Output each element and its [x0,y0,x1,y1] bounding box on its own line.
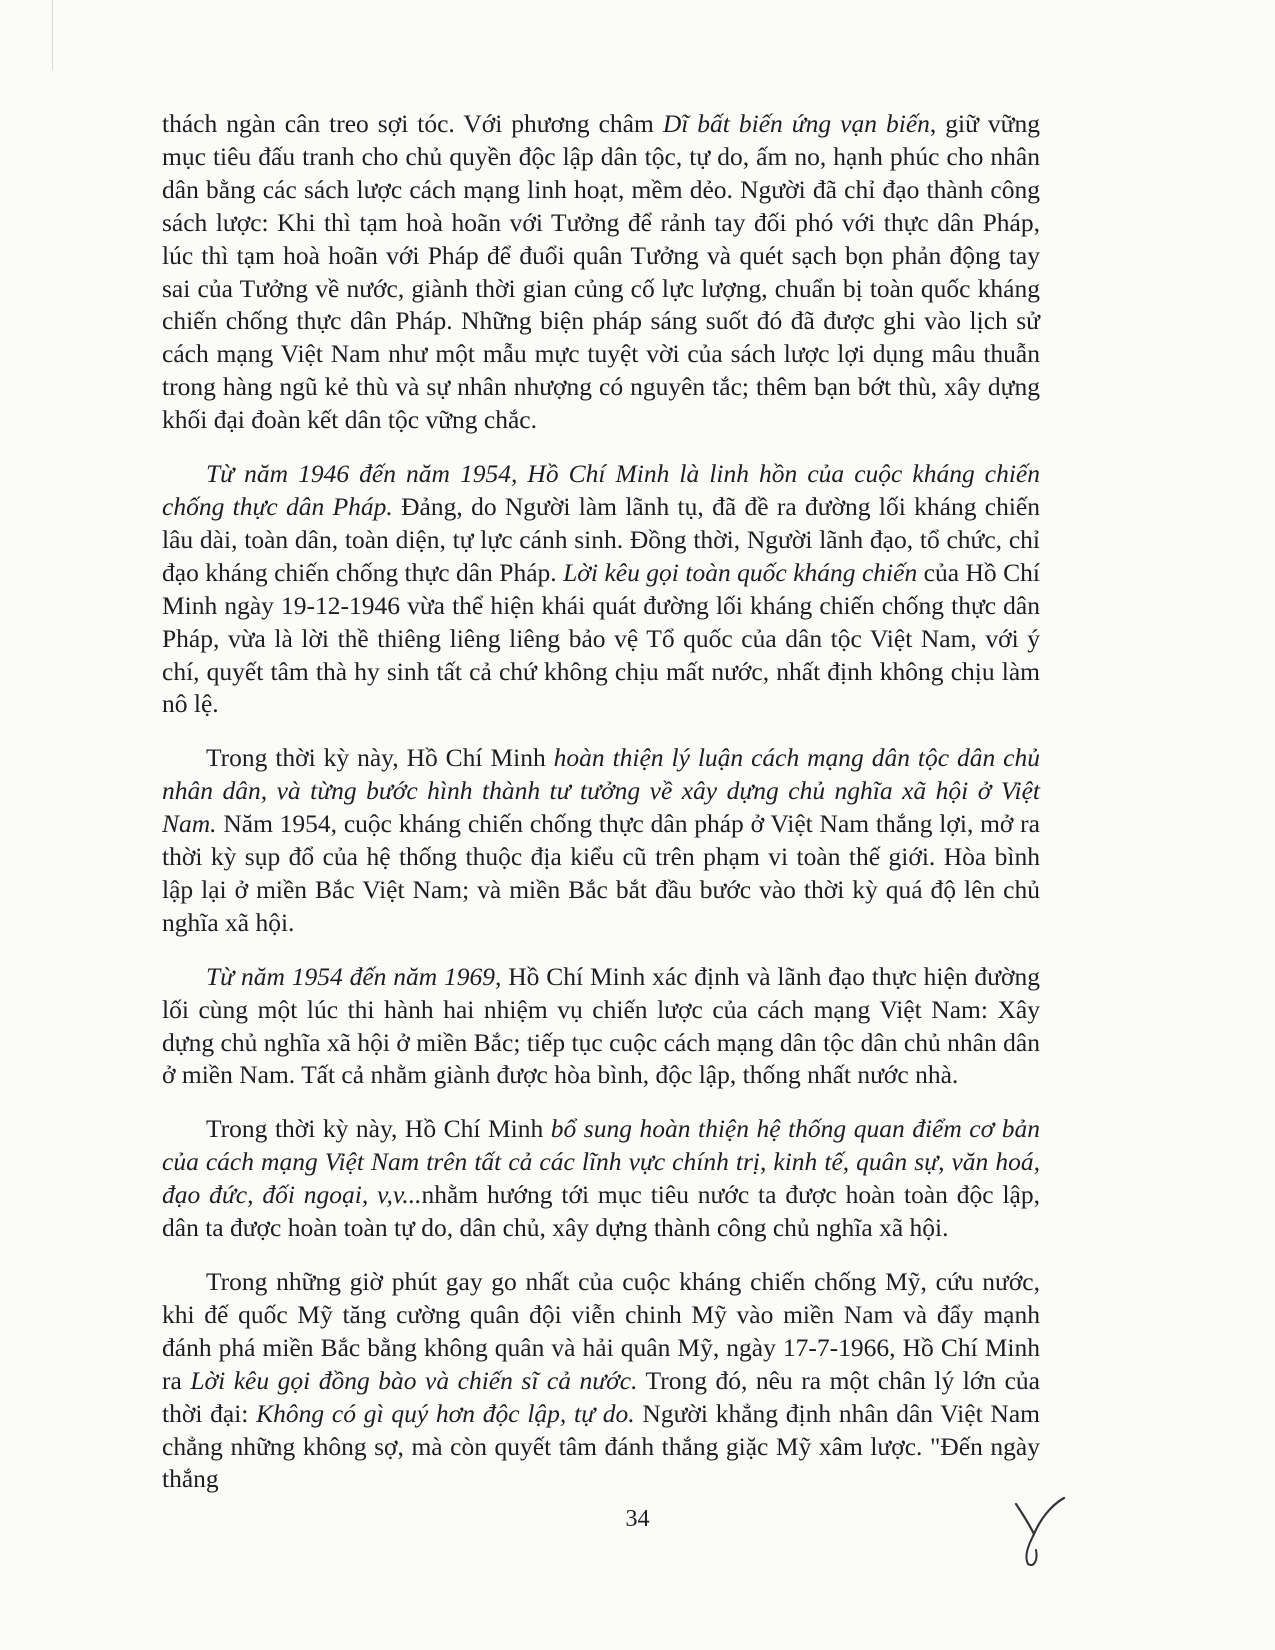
italic-text-segment: Từ năm 1954 đến năm 1969, [206,961,502,991]
paragraph [162,1113,1040,1245]
body-text [162,108,1040,1496]
text-segment: nhằm hướng tới mục tiêu nước ta được hoàn toàn độc lập, dân ta được hoàn toàn tự do, dân chủ, xây dựng thành công chủ nghĩa xã hội. [162,1180,1040,1243]
italic-text-segment: Không có gì quý hơn độc lập, tự do. [256,1398,635,1428]
paragraph [162,1266,1040,1496]
scan-edge-line [52,0,53,70]
text-segment: Trong đó, nêu ra một chân lý lớn của thời đại: [162,1365,1041,1428]
text-segment: , giữ vững mục tiêu đấu tranh cho chủ quyền độc lập dân tộc, tự do, ấm no, hạnh phúc cho nhân dân bằng các sách lược cách mạng linh hoạt, mềm dẻo. Người đã chỉ đạo thành công sách lược: Khi thì tạm hoà hoãn với Tưởng để rảnh tay đối phó với thực dân Pháp, lúc thì tạm hoà hoãn với Pháp để đuổi quân Tưởng và quét sạch bọn phản động tay sai của Tưởng về nước, giành thời gian củng cố lực lượng, chuẩn bị toàn quốc kháng chiến chống thực dân Pháp. Những biện pháp sáng suốt đó đã được ghi vào lịch sử cách mạng Việt Nam như một mẫu mực tuyệt vời của sách lược lợi dụng mâu thuẫn trong hàng ngũ kẻ thù và sự nhân nhượng có nguyên tắc; thêm bạn bớt thù, xây dựng khối đại đoàn kết dân tộc vững chắc. [162,109,1040,435]
text-segment: của Hồ Chí Minh ngày 19-12-1946 vừa thể hiện khái quát đường lối kháng chiến chống thực dân Pháp, vừa là lời thề thiêng liêng liêng bảo vệ Tổ quốc của dân tộc Việt Nam, với ý chí, quyết tâm thà hy sinh tất cả chứ không chịu mất nước, nhất định không chịu làm nô lệ. [162,557,1040,719]
italic-text-segment: Từ năm 1946 đến năm 1954, Hồ Chí Minh là linh hồn của cuộc kháng chiến chống thực dân Pháp. [162,459,1040,521]
text-segment: Đảng, do Người làm lãnh tụ, đã đề ra đường lối kháng chiến lâu dài, toàn dân, toàn diện, tự lực cánh sinh. Đồng thời, Người lãnh đạo, tổ chức, chỉ đạo kháng chiến chống thực dân Pháp. [162,491,1040,587]
text-segment: Trong những giờ phút gay go nhất của cuộc kháng chiến chống Mỹ, cứu nước, khi đế quốc Mỹ tăng cường quân đội viễn chinh Mỹ vào miền Nam và đẩy mạnh đánh phá miền Bắc bằng không quân và hải quân Mỹ, ngày 17-7-1966, Hồ Chí Minh ra [162,1267,1040,1395]
text-segment: Trong thời kỳ này, Hồ Chí Minh [206,743,554,773]
paragraph [162,961,1040,1093]
text-segment: Hồ Chí Minh xác định và lãnh đạo thực hiện đường lối cùng một lúc thi hành hai nhiệm vụ chiến lược của cách mạng Việt Nam: Xây dựng chủ nghĩa xã hội ở miền Bắc; tiếp tục cuộc cách mạng dân tộc dân chủ nhân dân ở miền Nam. Tất cả nhằm giành được hòa bình, độc lập, thống nhất nước nhà. [162,961,1040,1090]
italic-text-segment: Dĩ bất biến ứng vạn biến [662,109,930,138]
italic-text-segment: bổ sung hoàn thiện hệ thống quan điểm cơ bản của cách mạng Việt Nam trên tất cả các lĩnh vực chính trị, kinh tế, quân sự, văn hoá, đạo đức, đối ngoại, v,v... [162,1114,1040,1210]
page-number: 34 [625,1506,650,1532]
paragraph [162,108,1040,437]
italic-text-segment: hoàn thiện lý luận cách mạng dân tộc dân chủ nhân dân, và từng bước hình thành tư tưởng về xây dựng chủ nghĩa xã hội ở Việt Nam. [162,743,1040,839]
italic-text-segment: Lời kêu gọi toàn quốc kháng chiến [563,557,918,587]
text-segment: Trong thời kỳ này, Hồ Chí Minh [206,1114,551,1144]
italic-text-segment: Lời kêu gọi đồng bào và chiến sĩ cả nước. [190,1365,638,1395]
text-segment: thách ngàn cân treo sợi tóc. Với phương châm [162,109,663,138]
text-segment: Người khẳng định nhân dân Việt Nam chẳng những không sợ, mà còn quyết tâm đánh thắng giặc Mỹ xâm lược. "Đến ngày thắng [162,1398,1040,1494]
paragraph [162,458,1040,721]
handwritten-initial-mark [1010,1490,1070,1570]
paragraph [162,742,1040,939]
text-segment: Năm 1954, cuộc kháng chiến chống thực dân pháp ở Việt Nam thắng lợi, mở ra thời kỳ sụp đổ của hệ thống thuộc địa kiểu cũ trên phạm vi toàn thế giới. Hòa bình lập lại ở miền Bắc Việt Nam; và miền Bắc bắt đầu bước vào thời kỳ quá độ lên chủ nghĩa xã hội. [162,809,1040,937]
